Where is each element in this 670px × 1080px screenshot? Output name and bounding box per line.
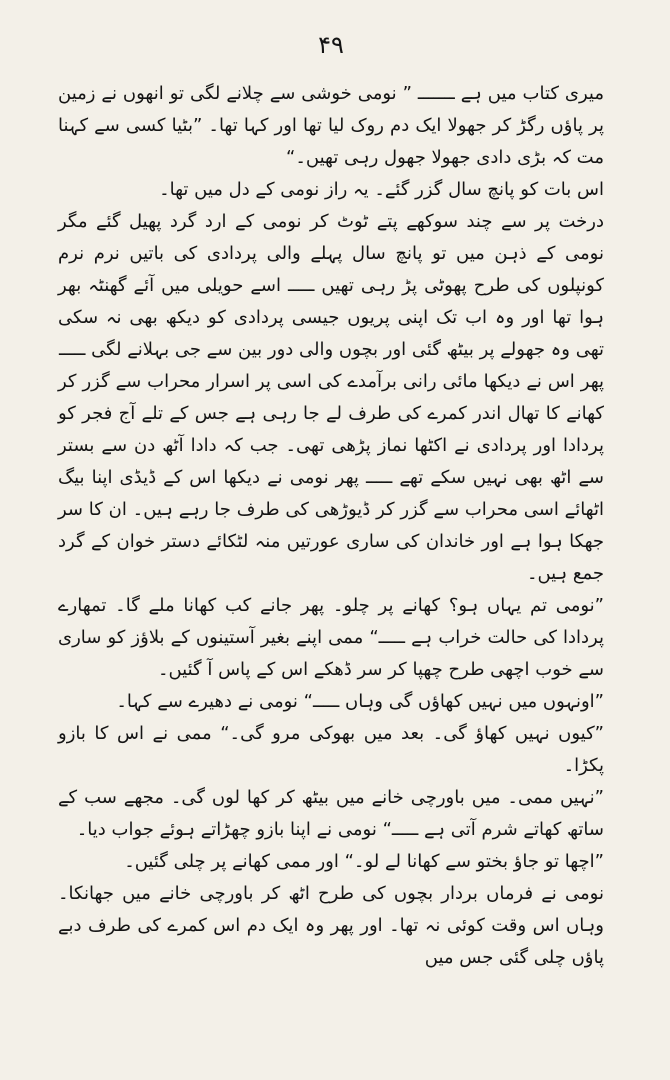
paragraph: ”کیوں نہیں کھاؤ گی۔ بعد میں بھوکی مرو گی۔“ ممی نے اس کا بازو پکڑا۔ xyxy=(58,723,604,776)
paragraph: ”نہیں ممی۔ میں باورچی خانے میں بیٹھ کر کھا لوں گی۔ مجھے سب کے ساتھ کھاتے شرم آتی ہے ـــــ“ نومی نے اپنا بازو چھڑاتے ہوئے جواب دیا۔ xyxy=(58,787,604,840)
paragraph: نومی نے فرماں بردار بچوں کی طرح اٹھ کر باورچی خانے میں جھانکا۔ وہاں اس وقت کوئی نہ تھا۔ اور پھر وہ ایک دم اس کمرے کی طرف دبے پاؤں چلی گئی جس میں xyxy=(58,883,604,968)
page-number: ۴۹ xyxy=(318,31,344,59)
paragraph: ”اونہوں میں نہیں کھاؤں گی وہاں ـــــ“ نومی نے دھیرے سے کہا۔ xyxy=(116,691,604,712)
paragraph: اس بات کو پانچ سال گزر گئے۔ یہ راز نومی کے دل میں تھا۔ xyxy=(159,179,604,200)
paragraph: ”اچھا تو جاؤ بختو سے کھانا لے لو۔“ اور ممی کھانے پر چلی گئیں۔ xyxy=(124,851,604,872)
paragraph: ”نومی تم یہاں ہو؟ کھانے پر چلو۔ پھر جانے کب کھانا ملے گا۔ تمھارے پردادا کی حالت خراب ہے ـــــ“ ممی اپنے بغیر آستینوں کے بلاؤز کو ساری سے خوب اچھی طرح چھپا کر سر ڈھکے اس کے پاس آ گئیں۔ xyxy=(58,595,604,680)
paragraph: پھر اس نے دیکھا مائی رانی برآمدے کی اسی پر اسرار محراب سے گزر کر کھانے کا تھال اندر کمرے کی طرف لے جا رہی ہے جس کے تلے آج فجر کو پردادا اور پردادی نے اکٹھا نماز پڑھی تھی۔ جب کہ دادا آٹھ دن سے بستر سے اٹھ بھی نہیں سکے تھے ـــــ پھر نومی نے دیکھا اس کے ڈیڈی اپنا بیگ اٹھائے اسی محراب سے گزر کر ڈیوڑھی کی طرف جا رہے ہیں۔ ان کا سر جھکا ہوا ہے اور خاندان کی ساری عورتیں منہ لٹکائے دستر خوان کے گرد جمع ہیں۔ xyxy=(58,371,604,584)
paragraph: میری کتاب میں ہے ـــــــ ” نومی خوشی سے چلانے لگی تو انھوں نے زمین پر پاؤں رگڑ کر جھولا ایک دم روک لیا تھا اور کہا تھا۔ ”بٹیا کسی سے کہنا مت کہ بڑی دادی جھولا جھول رہی تھیں۔“ xyxy=(58,83,604,168)
body-text xyxy=(58,78,604,974)
paragraph: درخت پر سے چند سوکھے پتے ٹوٹ کر نومی کے ارد گرد پھیل گئے مگر نومی کے ذہن میں تو پانچ سال پہلے والی پردادی کی باتیں نرم نرم کونپلوں کی طرح پھوٹی پڑ رہی تھیں ـــــ اسے حویلی میں آئے گھنٹہ بھر ہوا تھا اور وہ اب تک اپنی پریوں جیسی پردادی کو دیکھ بھی نہ سکی تھی وہ جھولے پر بیٹھ گئی اور بچوں والی دور بین سے جی بہلانے لگی ـــــ xyxy=(58,211,604,360)
